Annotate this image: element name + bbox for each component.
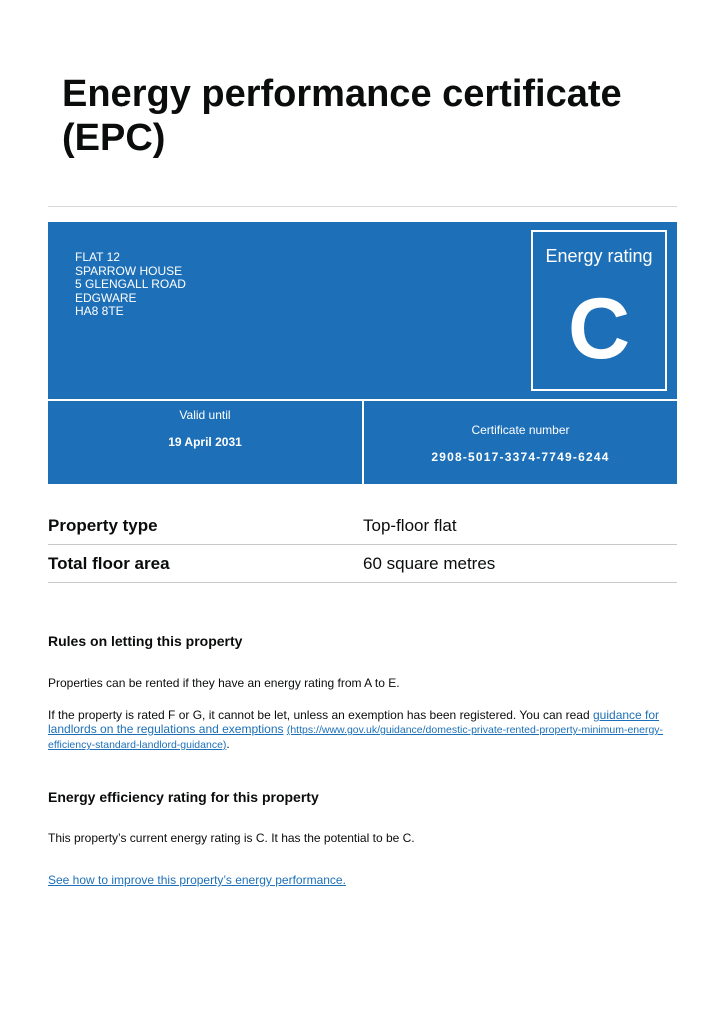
rules-exemption-end: . (226, 737, 230, 751)
page-title (62, 72, 682, 160)
address-line: SPARROW HOUSE (75, 263, 183, 278)
address-line: 5 GLENGALL ROAD (75, 277, 186, 291)
floor-area-row (48, 545, 677, 583)
property-address (75, 251, 186, 319)
address-line: HA8 8TE (75, 304, 124, 318)
efficiency-paragraph: This property’s current energy rating is C. It has the potential to be C. (48, 831, 415, 845)
certificate-number: 2908-5017-3374-7749-6244 (431, 450, 610, 464)
valid-until-label: Valid until (179, 408, 231, 422)
landlord-guidance-link[interactable]: guidance for landlords on the regulations and exemptions (48, 708, 660, 736)
panel-divider (362, 401, 364, 484)
improve-performance-link[interactable]: See how to improve this property’s energy performance. (48, 873, 346, 887)
rules-exemption-paragraph (48, 708, 672, 752)
energy-rating-box (531, 230, 667, 391)
property-type-label: Property type (48, 516, 158, 535)
energy-rating-label: Energy rating (545, 246, 653, 266)
landlord-guidance-url[interactable]: (https://www.gov.uk/guidance/domestic-private-rented-property-minimum-energy-efficiency-standard-landlord-guidance) (48, 724, 664, 751)
epc-summary-panel (48, 222, 677, 484)
page-title-line1: Energy performance certificate (62, 73, 622, 115)
floor-area-value: 60 square metres (363, 554, 496, 573)
efficiency-heading: Energy efficiency rating for this property (48, 789, 319, 805)
page-title-line2: (EPC) (62, 117, 166, 159)
address-line: FLAT 12 (75, 250, 120, 264)
rules-paragraph: Properties can be rented if they have an energy rating from A to E. (48, 676, 400, 690)
property-type-row (48, 507, 677, 545)
rules-exemption-text: If the property is rated F or G, it cannot be let, unless an exemption has been registered. You can read (48, 708, 593, 722)
valid-until-date: 19 April 2031 (168, 435, 242, 449)
floor-area-label: Total floor area (48, 554, 170, 573)
property-type-value: Top-floor flat (363, 516, 457, 535)
address-line: EDGWARE (75, 290, 137, 305)
rules-heading: Rules on letting this property (48, 633, 243, 649)
energy-rating-letter: C (567, 281, 631, 377)
divider (48, 206, 677, 207)
certificate-number-label: Certificate number (471, 423, 570, 437)
improve-paragraph (48, 873, 672, 887)
